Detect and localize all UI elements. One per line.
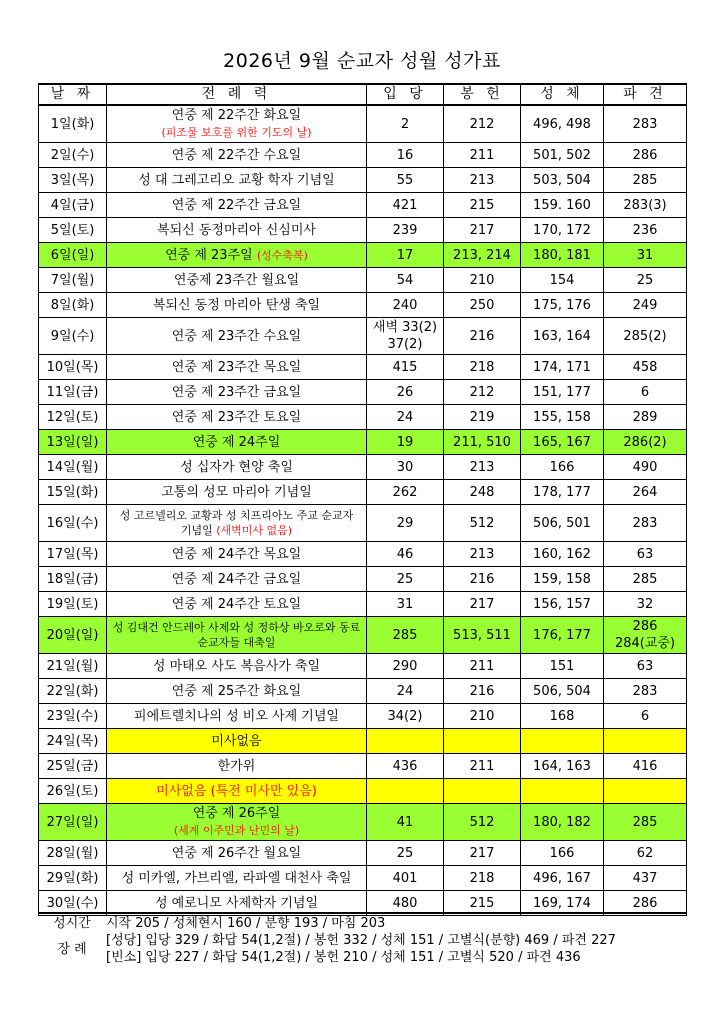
dismissal-cell: 63 bbox=[604, 654, 687, 679]
offertory-cell bbox=[444, 729, 521, 754]
celebration-text: 성 십자가 현양 축일 bbox=[180, 459, 293, 475]
date-cell: 25일(금) bbox=[39, 754, 107, 779]
entrance-cell: 415 bbox=[367, 355, 444, 380]
celebration-text-line2: 순교자들 대축일 bbox=[197, 636, 276, 649]
entrance-cell: 401 bbox=[367, 866, 444, 891]
celebration-cell bbox=[107, 430, 367, 455]
header-communion: 성 체 bbox=[521, 84, 604, 105]
celebration-cell bbox=[107, 704, 367, 729]
communion-cell: 159. 160 bbox=[521, 193, 604, 218]
dismissal-value-2: 284(교중) bbox=[614, 636, 676, 651]
celebration-cell bbox=[107, 779, 367, 804]
communion-cell: 151 bbox=[521, 654, 604, 679]
date-cell: 24일(목) bbox=[39, 729, 107, 754]
celebration-text: 연중 제 24주일 bbox=[192, 434, 281, 450]
date-cell: 21일(월) bbox=[39, 654, 107, 679]
entrance-cell: 17 bbox=[367, 243, 444, 268]
dismissal-cell: 249 bbox=[604, 293, 687, 318]
holy-hour-row bbox=[38, 913, 686, 932]
communion-cell: 506, 504 bbox=[521, 679, 604, 704]
celebration-cell bbox=[107, 193, 367, 218]
entrance-cell: 25 bbox=[367, 841, 444, 866]
offertory-cell: 216 bbox=[444, 567, 521, 592]
offertory-cell: 216 bbox=[444, 679, 521, 704]
entrance-cell: 290 bbox=[367, 654, 444, 679]
celebration-text: 연중 제 26주일 bbox=[192, 806, 281, 821]
table-row bbox=[39, 455, 687, 480]
date-cell: 2일(수) bbox=[39, 143, 107, 168]
celebration-text: 성 대 그레고리오 교황 학자 기념일 bbox=[138, 172, 335, 188]
offertory-cell: 215 bbox=[444, 891, 521, 916]
dismissal-cell: 458 bbox=[604, 355, 687, 380]
entrance-cell: 239 bbox=[367, 218, 444, 243]
header-liturgy: 전 례 력 bbox=[107, 84, 367, 105]
celebration-text: 연중 제 23주간 금요일 bbox=[171, 384, 302, 400]
celebration-text: 복되신 동정 마리아 탄생 축일 bbox=[152, 297, 321, 313]
celebration-text: 성 고르넬리오 교황과 성 치프리아노 주교 순교자 bbox=[119, 509, 354, 522]
hymn-schedule-table bbox=[38, 83, 687, 916]
communion-cell: 178, 177 bbox=[521, 480, 604, 505]
celebration-text: 성 미카엘, 가브리엘, 라파엘 대천사 축일 bbox=[121, 870, 352, 886]
table-row bbox=[39, 380, 687, 405]
communion-cell: 151, 177 bbox=[521, 380, 604, 405]
celebration-text: 성 김대건 안드레아 사제와 성 정하상 바오로와 동료 bbox=[112, 621, 361, 634]
entrance-cell: 31 bbox=[367, 592, 444, 617]
table-row bbox=[39, 105, 687, 143]
table-row bbox=[39, 480, 687, 505]
entrance-cell bbox=[367, 318, 444, 355]
dismissal-value: 286 bbox=[632, 619, 658, 634]
celebration-text: 연중 제 23주간 토요일 bbox=[171, 409, 302, 425]
funeral-label: 장 례 bbox=[57, 941, 87, 957]
communion-cell: 168 bbox=[521, 704, 604, 729]
date-cell: 14일(월) bbox=[39, 455, 107, 480]
communion-cell: 155, 158 bbox=[521, 405, 604, 430]
communion-cell: 170, 172 bbox=[521, 218, 604, 243]
celebration-note: (세계 이주민과 난민의 날) bbox=[173, 824, 300, 837]
celebration-cell bbox=[107, 293, 367, 318]
table-row bbox=[39, 654, 687, 679]
celebration-cell bbox=[107, 105, 367, 143]
offertory-cell: 211 bbox=[444, 754, 521, 779]
dismissal-cell: 236 bbox=[604, 218, 687, 243]
entrance-cell: 285 bbox=[367, 617, 444, 654]
communion-cell: 166 bbox=[521, 841, 604, 866]
offertory-cell: 217 bbox=[444, 592, 521, 617]
communion-cell: 496, 498 bbox=[521, 105, 604, 143]
date-cell: 8일(화) bbox=[39, 293, 107, 318]
celebration-cell bbox=[107, 355, 367, 380]
communion-cell: 176, 177 bbox=[521, 617, 604, 654]
celebration-cell bbox=[107, 168, 367, 193]
funeral-row bbox=[38, 932, 686, 949]
date-cell: 10일(목) bbox=[39, 355, 107, 380]
header-date: 날 짜 bbox=[39, 84, 107, 105]
table-row bbox=[39, 592, 687, 617]
offertory-cell: 213, 214 bbox=[444, 243, 521, 268]
celebration-text: 고통의 성모 마리아 기념일 bbox=[161, 484, 312, 500]
date-cell: 19일(토) bbox=[39, 592, 107, 617]
celebration-note: (피조물 보호를 위한 기도의 날) bbox=[161, 126, 312, 139]
table-row bbox=[39, 143, 687, 168]
date-cell: 7일(월) bbox=[39, 268, 107, 293]
celebration-cell bbox=[107, 567, 367, 592]
celebration-cell bbox=[107, 268, 367, 293]
offertory-cell: 512 bbox=[444, 505, 521, 542]
celebration-text: 피에트렐치나의 성 비오 사제 기념일 bbox=[134, 708, 339, 724]
offertory-cell: 217 bbox=[444, 218, 521, 243]
celebration-text: 연중 제 22주간 화요일 bbox=[171, 108, 302, 123]
celebration-text: 연중 제 26주간 월요일 bbox=[171, 845, 302, 861]
dismissal-cell: 285 bbox=[604, 804, 687, 841]
table-row bbox=[39, 866, 687, 891]
communion-cell: 156, 157 bbox=[521, 592, 604, 617]
offertory-cell: 216 bbox=[444, 318, 521, 355]
communion-cell: 154 bbox=[521, 268, 604, 293]
entrance-cell: 2 bbox=[367, 105, 444, 143]
celebration-cell bbox=[107, 143, 367, 168]
date-cell: 5일(토) bbox=[39, 218, 107, 243]
dismissal-cell: 283 bbox=[604, 105, 687, 143]
communion-cell: 506, 501 bbox=[521, 505, 604, 542]
dismissal-cell: 437 bbox=[604, 866, 687, 891]
date-cell: 11일(금) bbox=[39, 380, 107, 405]
entrance-cell: 41 bbox=[367, 804, 444, 841]
celebration-inline-note: (새벽미사 없음) bbox=[216, 524, 293, 537]
dismissal-cell: 285 bbox=[604, 567, 687, 592]
entrance-cell: 19 bbox=[367, 430, 444, 455]
celebration-text: 연중 제 24주간 토요일 bbox=[171, 596, 302, 612]
communion-cell: 165, 167 bbox=[521, 430, 604, 455]
date-cell: 20일(일) bbox=[39, 617, 107, 654]
date-cell: 3일(목) bbox=[39, 168, 107, 193]
celebration-cell bbox=[107, 480, 367, 505]
communion-cell: 175, 176 bbox=[521, 293, 604, 318]
table-row bbox=[39, 754, 687, 779]
communion-cell: 159, 158 bbox=[521, 567, 604, 592]
dismissal-cell: 286 bbox=[604, 143, 687, 168]
celebration-text: 연중 제 22주간 금요일 bbox=[171, 197, 302, 213]
celebration-text: 연중 제 22주간 수요일 bbox=[171, 147, 302, 163]
entrance-cell: 30 bbox=[367, 455, 444, 480]
celebration-cell bbox=[107, 405, 367, 430]
celebration-cell bbox=[107, 679, 367, 704]
table-row bbox=[39, 293, 687, 318]
holy-hour-label: 성시간 bbox=[38, 913, 106, 932]
dismissal-cell: 25 bbox=[604, 268, 687, 293]
table-row bbox=[39, 617, 687, 654]
table-row bbox=[39, 729, 687, 754]
entrance-cell: 55 bbox=[367, 168, 444, 193]
table-row bbox=[39, 704, 687, 729]
celebration-cell bbox=[107, 592, 367, 617]
header-entrance: 입 당 bbox=[367, 84, 444, 105]
dismissal-cell: 283 bbox=[604, 505, 687, 542]
celebration-text: 연중 제 23주간 목요일 bbox=[171, 359, 302, 375]
table-row bbox=[39, 567, 687, 592]
offertory-cell: 211 bbox=[444, 143, 521, 168]
dismissal-cell: 62 bbox=[604, 841, 687, 866]
entrance-cell: 26 bbox=[367, 380, 444, 405]
celebration-text: 성 예로니모 사제학자 기념일 bbox=[154, 895, 319, 911]
celebration-cell bbox=[107, 729, 367, 754]
dismissal-cell: 289 bbox=[604, 405, 687, 430]
date-cell: 6일(일) bbox=[39, 243, 107, 268]
table-row bbox=[39, 168, 687, 193]
table-row bbox=[39, 243, 687, 268]
dismissal-cell: 264 bbox=[604, 480, 687, 505]
offertory-cell: 211, 510 bbox=[444, 430, 521, 455]
communion-cell: 180, 181 bbox=[521, 243, 604, 268]
funeral-wake-text: [빈소] 입당 227 / 화답 54(1,2절) / 봉헌 210 / 성체 151 / 고별식 520 / 파견 436 bbox=[106, 950, 581, 965]
entrance-cell: 262 bbox=[367, 480, 444, 505]
communion-cell: 503, 504 bbox=[521, 168, 604, 193]
offertory-cell: 213 bbox=[444, 168, 521, 193]
date-cell: 12일(토) bbox=[39, 405, 107, 430]
communion-cell: 163, 164 bbox=[521, 318, 604, 355]
communion-cell: 501, 502 bbox=[521, 143, 604, 168]
communion-cell bbox=[521, 729, 604, 754]
celebration-inline-note: (성수축복) bbox=[256, 248, 308, 262]
celebration-text-line2: 기념일 bbox=[180, 524, 213, 537]
celebration-text: 연중 제 24주간 금요일 bbox=[171, 571, 302, 587]
entrance-cell: 240 bbox=[367, 293, 444, 318]
entrance-cell: 421 bbox=[367, 193, 444, 218]
date-cell: 28일(월) bbox=[39, 841, 107, 866]
table-header-row bbox=[39, 84, 687, 105]
communion-cell: 164, 163 bbox=[521, 754, 604, 779]
celebration-text: 복되신 동정마리아 신심미사 bbox=[157, 222, 316, 238]
entrance-cell: 24 bbox=[367, 679, 444, 704]
entrance-cell: 16 bbox=[367, 143, 444, 168]
celebration-cell bbox=[107, 841, 367, 866]
entrance-cell: 34(2) bbox=[367, 704, 444, 729]
date-cell: 1일(화) bbox=[39, 105, 107, 143]
offertory-cell: 213 bbox=[444, 542, 521, 567]
offertory-cell: 210 bbox=[444, 704, 521, 729]
celebration-cell bbox=[107, 455, 367, 480]
table-row bbox=[39, 318, 687, 355]
dismissal-cell: 32 bbox=[604, 592, 687, 617]
dismissal-cell: 285(2) bbox=[604, 318, 687, 355]
dismissal-cell: 283(3) bbox=[604, 193, 687, 218]
table-row bbox=[39, 355, 687, 380]
offertory-cell: 211 bbox=[444, 654, 521, 679]
dismissal-cell: 6 bbox=[604, 704, 687, 729]
celebration-cell bbox=[107, 654, 367, 679]
date-cell: 18일(금) bbox=[39, 567, 107, 592]
entrance-cell bbox=[367, 729, 444, 754]
offertory-cell: 218 bbox=[444, 355, 521, 380]
date-cell: 30일(수) bbox=[39, 891, 107, 916]
date-cell: 9일(수) bbox=[39, 318, 107, 355]
page-title: 2026년 9월 순교자 성월 성가표 bbox=[223, 50, 501, 72]
dismissal-cell: 286 bbox=[604, 891, 687, 916]
communion-cell: 174, 171 bbox=[521, 355, 604, 380]
entrance-cell: 480 bbox=[367, 891, 444, 916]
offertory-cell: 217 bbox=[444, 841, 521, 866]
table-row bbox=[39, 779, 687, 804]
offertory-cell: 213 bbox=[444, 455, 521, 480]
dismissal-cell: 286(2) bbox=[604, 430, 687, 455]
entrance-cell: 29 bbox=[367, 505, 444, 542]
header-offertory: 봉 헌 bbox=[444, 84, 521, 105]
communion-cell: 496, 167 bbox=[521, 866, 604, 891]
entrance-cell: 436 bbox=[367, 754, 444, 779]
celebration-cell bbox=[107, 804, 367, 841]
celebration-text: 연중제 23주간 월요일 bbox=[173, 272, 300, 288]
date-cell: 17일(목) bbox=[39, 542, 107, 567]
celebration-inline-note: (특전 미사만 있음) bbox=[210, 783, 317, 799]
holy-hour-text: 시작 205 / 성체현시 160 / 분향 193 / 마침 203 bbox=[106, 913, 686, 932]
header-dismissal: 파 견 bbox=[604, 84, 687, 105]
entrance-cell bbox=[367, 779, 444, 804]
communion-cell: 180, 182 bbox=[521, 804, 604, 841]
dismissal-cell bbox=[604, 729, 687, 754]
date-cell: 29일(화) bbox=[39, 866, 107, 891]
date-cell: 27일(일) bbox=[39, 804, 107, 841]
dismissal-cell: 31 bbox=[604, 243, 687, 268]
table-row bbox=[39, 505, 687, 542]
table-row bbox=[39, 405, 687, 430]
dismissal-cell: 416 bbox=[604, 754, 687, 779]
celebration-cell bbox=[107, 380, 367, 405]
celebration-text: 연중 제 23주일 bbox=[165, 247, 253, 263]
entrance-cell: 46 bbox=[367, 542, 444, 567]
dismissal-cell: 283 bbox=[604, 679, 687, 704]
entrance-cell: 24 bbox=[367, 405, 444, 430]
communion-cell: 160, 162 bbox=[521, 542, 604, 567]
table-row bbox=[39, 193, 687, 218]
table-row bbox=[39, 679, 687, 704]
offertory-cell bbox=[444, 779, 521, 804]
footer-table bbox=[38, 912, 686, 966]
date-cell: 15일(화) bbox=[39, 480, 107, 505]
entrance-cell: 54 bbox=[367, 268, 444, 293]
dismissal-cell bbox=[604, 617, 687, 654]
celebration-cell bbox=[107, 505, 367, 542]
dismissal-cell bbox=[604, 779, 687, 804]
communion-cell: 166 bbox=[521, 455, 604, 480]
entrance-cell: 25 bbox=[367, 567, 444, 592]
date-cell: 13일(일) bbox=[39, 430, 107, 455]
date-cell: 4일(금) bbox=[39, 193, 107, 218]
table-row bbox=[39, 430, 687, 455]
celebration-cell bbox=[107, 243, 367, 268]
offertory-cell: 218 bbox=[444, 866, 521, 891]
celebration-text: 미사없음 bbox=[156, 783, 207, 799]
communion-cell bbox=[521, 779, 604, 804]
date-cell: 23일(수) bbox=[39, 704, 107, 729]
funeral-church-text: [성당] 입당 329 / 화답 54(1,2절) / 봉헌 332 / 성체 151 / 고별식(분향) 469 / 파견 227 bbox=[106, 933, 616, 948]
entrance-value: 새벽 33(2) bbox=[372, 320, 438, 335]
dismissal-cell: 63 bbox=[604, 542, 687, 567]
celebration-text: 연중 제 25주간 화요일 bbox=[171, 683, 302, 699]
entrance-value-2: 37(2) bbox=[387, 337, 423, 352]
offertory-cell: 212 bbox=[444, 380, 521, 405]
celebration-cell bbox=[107, 617, 367, 654]
funeral-row-2 bbox=[38, 949, 686, 966]
offertory-cell: 219 bbox=[444, 405, 521, 430]
date-cell: 22일(화) bbox=[39, 679, 107, 704]
offertory-cell: 513, 511 bbox=[444, 617, 521, 654]
table-row bbox=[39, 804, 687, 841]
offertory-cell: 210 bbox=[444, 268, 521, 293]
celebration-cell bbox=[107, 754, 367, 779]
offertory-cell: 512 bbox=[444, 804, 521, 841]
dismissal-cell: 490 bbox=[604, 455, 687, 480]
dismissal-cell: 285 bbox=[604, 168, 687, 193]
celebration-text: 연중 제 24주간 목요일 bbox=[171, 546, 302, 562]
table-row bbox=[39, 268, 687, 293]
offertory-cell: 250 bbox=[444, 293, 521, 318]
celebration-text: 연중 제 23주간 수요일 bbox=[171, 328, 302, 344]
offertory-cell: 212 bbox=[444, 105, 521, 143]
celebration-cell bbox=[107, 866, 367, 891]
offertory-cell: 248 bbox=[444, 480, 521, 505]
table-row bbox=[39, 542, 687, 567]
celebration-text: 미사없음 bbox=[211, 733, 262, 749]
celebration-cell bbox=[107, 218, 367, 243]
offertory-cell: 215 bbox=[444, 193, 521, 218]
dismissal-cell: 6 bbox=[604, 380, 687, 405]
celebration-text: 한가위 bbox=[217, 758, 256, 774]
celebration-cell bbox=[107, 542, 367, 567]
celebration-text: 성 마태오 사도 복음사가 축일 bbox=[152, 658, 321, 674]
table-row bbox=[39, 841, 687, 866]
date-cell: 26일(토) bbox=[39, 779, 107, 804]
date-cell: 16일(수) bbox=[39, 505, 107, 542]
communion-cell: 169, 174 bbox=[521, 891, 604, 916]
celebration-cell bbox=[107, 318, 367, 355]
table-row bbox=[39, 218, 687, 243]
